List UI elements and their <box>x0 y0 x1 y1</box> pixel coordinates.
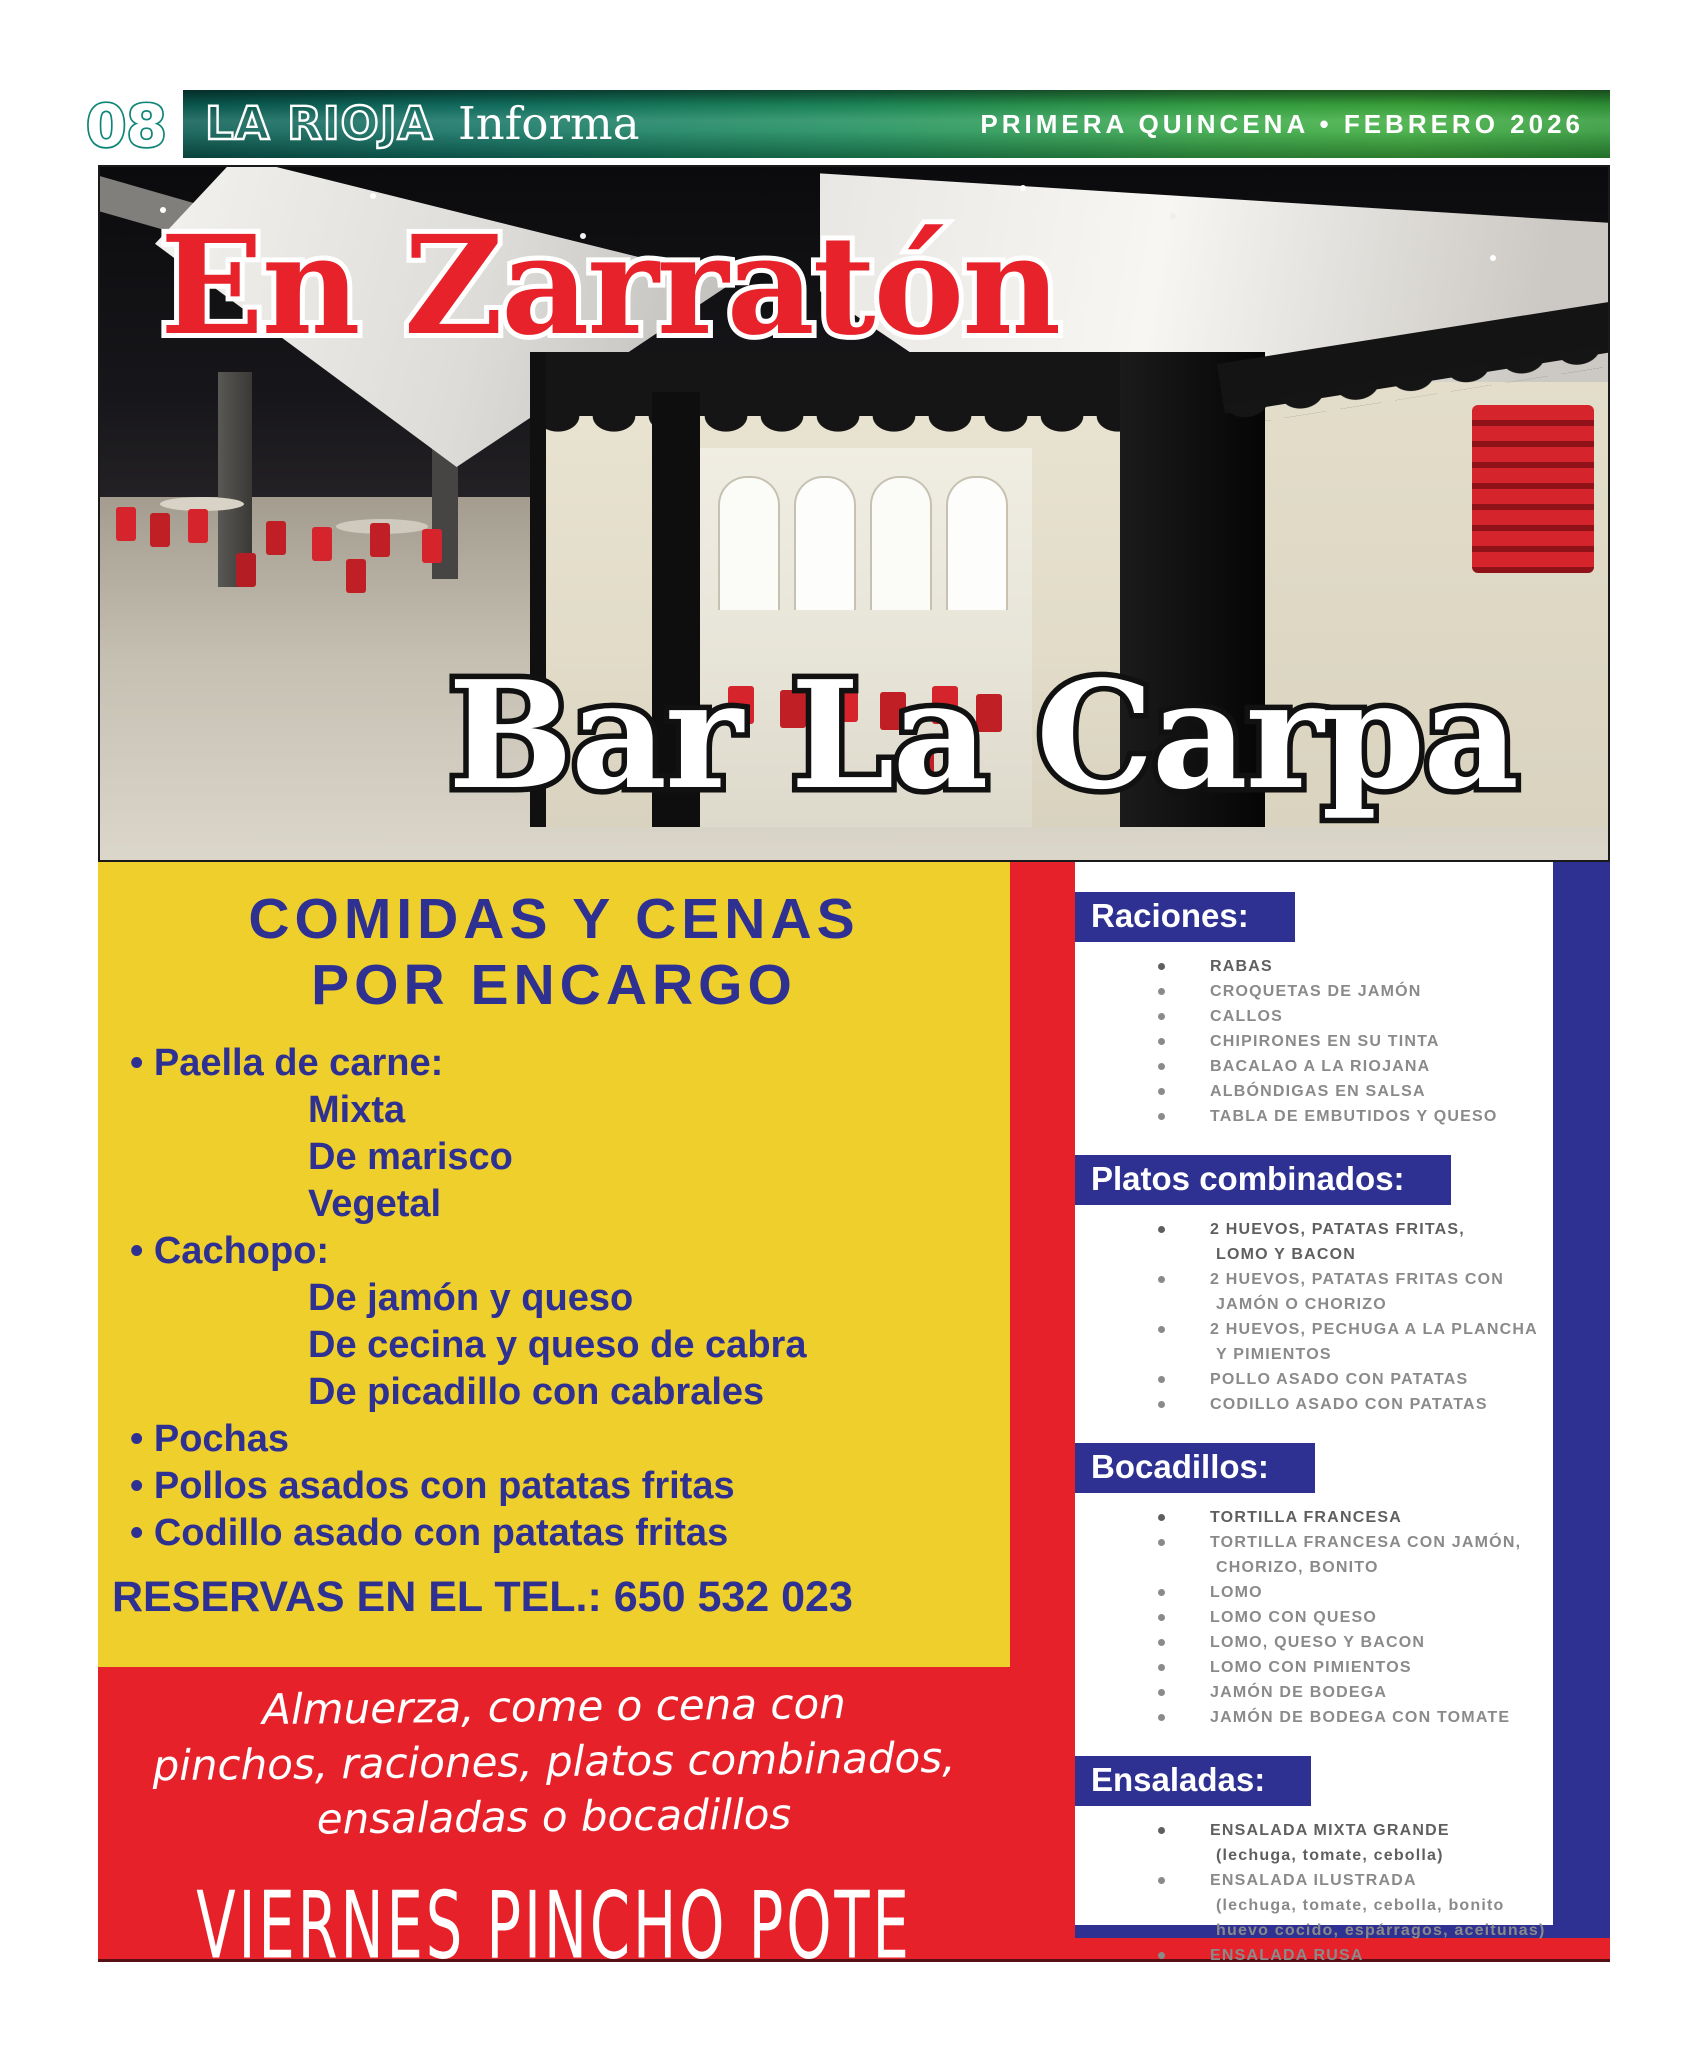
table <box>336 519 428 534</box>
order-heading <box>108 886 1000 1018</box>
section-bocadillos <box>1075 1505 1553 1730</box>
menu-item: ENSALADA RUSA <box>1075 1943 1553 1968</box>
menu-item: Y PIMIENTOS <box>1216 1346 1332 1363</box>
menu-item: 2 HUEVOS, PECHUGA A LA PLANCHA <box>1075 1317 1553 1342</box>
order-menu-list <box>108 1040 1000 1557</box>
menu-item: LOMO <box>1075 1580 1553 1605</box>
section-ensaladas <box>1075 1818 1553 1968</box>
section-title-bocadillos: Bocadillos: <box>1075 1443 1315 1493</box>
menu-item: • Paella de carne: <box>130 1042 444 1084</box>
menu-item: ENSALADA ILUSTRADA <box>1075 1868 1553 1893</box>
section-title-raciones: Raciones: <box>1075 892 1295 942</box>
menu-item: Mixta <box>308 1089 406 1131</box>
brand-name: LA RIOJA <box>205 97 434 150</box>
venue-photo <box>98 165 1610 862</box>
menu-item: ALBÓNDIGAS EN SALSA <box>1075 1079 1553 1104</box>
slogan-line: ensaladas o bocadillos <box>316 1789 792 1844</box>
section-raciones <box>1075 954 1553 1129</box>
slogan-line: Almuerza, come o cena con <box>261 1678 846 1735</box>
entrance-window-arch <box>718 476 780 610</box>
order-heading-line1: COMIDAS Y CENAS <box>248 887 860 951</box>
slogan-panel <box>98 1667 1010 1981</box>
entrance-window-arch <box>870 476 932 610</box>
menu-item: • Codillo asado con patatas fritas <box>130 1512 729 1554</box>
menu-item: CALLOS <box>1075 1004 1553 1029</box>
order-heading-line2: POR ENCARGO <box>311 953 797 1017</box>
menu-item: LOMO CON PIMIENTOS <box>1075 1655 1553 1680</box>
menu-item: De jamón y queso <box>308 1277 634 1319</box>
menu-item: LOMO, QUESO Y BACON <box>1075 1630 1553 1655</box>
menu-item: JAMÓN O CHORIZO <box>1216 1296 1387 1313</box>
issue-date: PRIMERA QUINCENA • FEBRERO 2026 <box>980 108 1584 139</box>
page-number-text: 08 <box>86 92 167 158</box>
menu-item: De marisco <box>308 1136 513 1178</box>
menu-item: BACALAO A LA RIOJANA <box>1075 1054 1553 1079</box>
brand-logo <box>203 96 783 152</box>
header-bar <box>183 90 1610 158</box>
menu-item: • Pollos asados con patatas fritas <box>130 1465 735 1507</box>
brand-suffix: Informa <box>458 97 640 150</box>
menu-item: (lechuga, tomate, cebolla, bonito <box>1216 1897 1505 1914</box>
entrance-window-arch <box>794 476 856 610</box>
menu-item: JAMÓN DE BODEGA CON TOMATE <box>1075 1705 1553 1730</box>
menu-item: (lechuga, tomate, cebolla) <box>1216 1847 1444 1864</box>
friday-promo: VIERNES PINCHO POTE <box>196 1872 912 1981</box>
hero-title-top <box>130 183 1310 378</box>
menu-item: CODILLO ASADO CON PATATAS <box>1075 1392 1553 1417</box>
menu-item: 2 HUEVOS, PATATAS FRITAS CON <box>1075 1267 1553 1292</box>
menu-item: JAMÓN DE BODEGA <box>1075 1680 1553 1705</box>
red-chairs <box>116 507 136 541</box>
menu-item: CHORIZO, BONITO <box>1216 1559 1379 1576</box>
menu-item: Vegetal <box>308 1183 442 1225</box>
pillar <box>218 372 252 587</box>
hero-title-top-text: En Zarratón <box>160 206 1060 366</box>
section-title-ensaladas: Ensaladas: <box>1075 1756 1311 1806</box>
entrance-window-arch <box>946 476 1008 610</box>
menu-item: huevo cocido, espárragos, aceitunas) <box>1216 1922 1546 1939</box>
section-platos <box>1075 1217 1553 1417</box>
reservation-phone: RESERVAS EN EL TEL.: 650 532 023 <box>112 1573 853 1621</box>
bar-menu-panel <box>1075 862 1610 1964</box>
menu-item: LOMO Y BACON <box>1216 1246 1357 1263</box>
menu-item: CROQUETAS DE JAMÓN <box>1075 979 1553 1004</box>
menu-item: POLLO ASADO CON PATATAS <box>1075 1367 1553 1392</box>
menu-item: CHIPIRONES EN SU TINTA <box>1075 1029 1553 1054</box>
table <box>160 497 244 511</box>
section-title-platos: Platos combinados: <box>1075 1155 1451 1205</box>
menu-item: 2 HUEVOS, PATATAS FRITAS, <box>1075 1217 1553 1242</box>
menu-item: LOMO CON QUESO <box>1075 1605 1553 1630</box>
slogan-line: pinchos, raciones, platos combinados, <box>152 1732 956 1791</box>
menu-item: TORTILLA FRANCESA CON JAMÓN, <box>1075 1530 1553 1555</box>
menu-item: De picadillo con cabrales <box>308 1371 765 1413</box>
menu-item: ENSALADA MIXTA GRANDE <box>1075 1818 1553 1843</box>
menu-item: • Cachopo: <box>130 1230 330 1272</box>
menu-item: TORTILLA FRANCESA <box>1075 1505 1553 1530</box>
menu-item: TABLA DE EMBUTIDOS Y QUESO <box>1075 1104 1553 1129</box>
order-menu-panel <box>98 862 1010 1667</box>
stacked-red-chairs <box>1472 405 1594 573</box>
hero-title-bottom-text: Bar La Carpa <box>448 648 1518 822</box>
menu-item: RABAS <box>1075 954 1553 979</box>
page-number <box>82 92 182 158</box>
menu-item: De cecina y queso de cabra <box>308 1324 807 1366</box>
hero-title-bottom <box>430 619 1610 844</box>
menu-item: • Pochas <box>130 1418 290 1460</box>
